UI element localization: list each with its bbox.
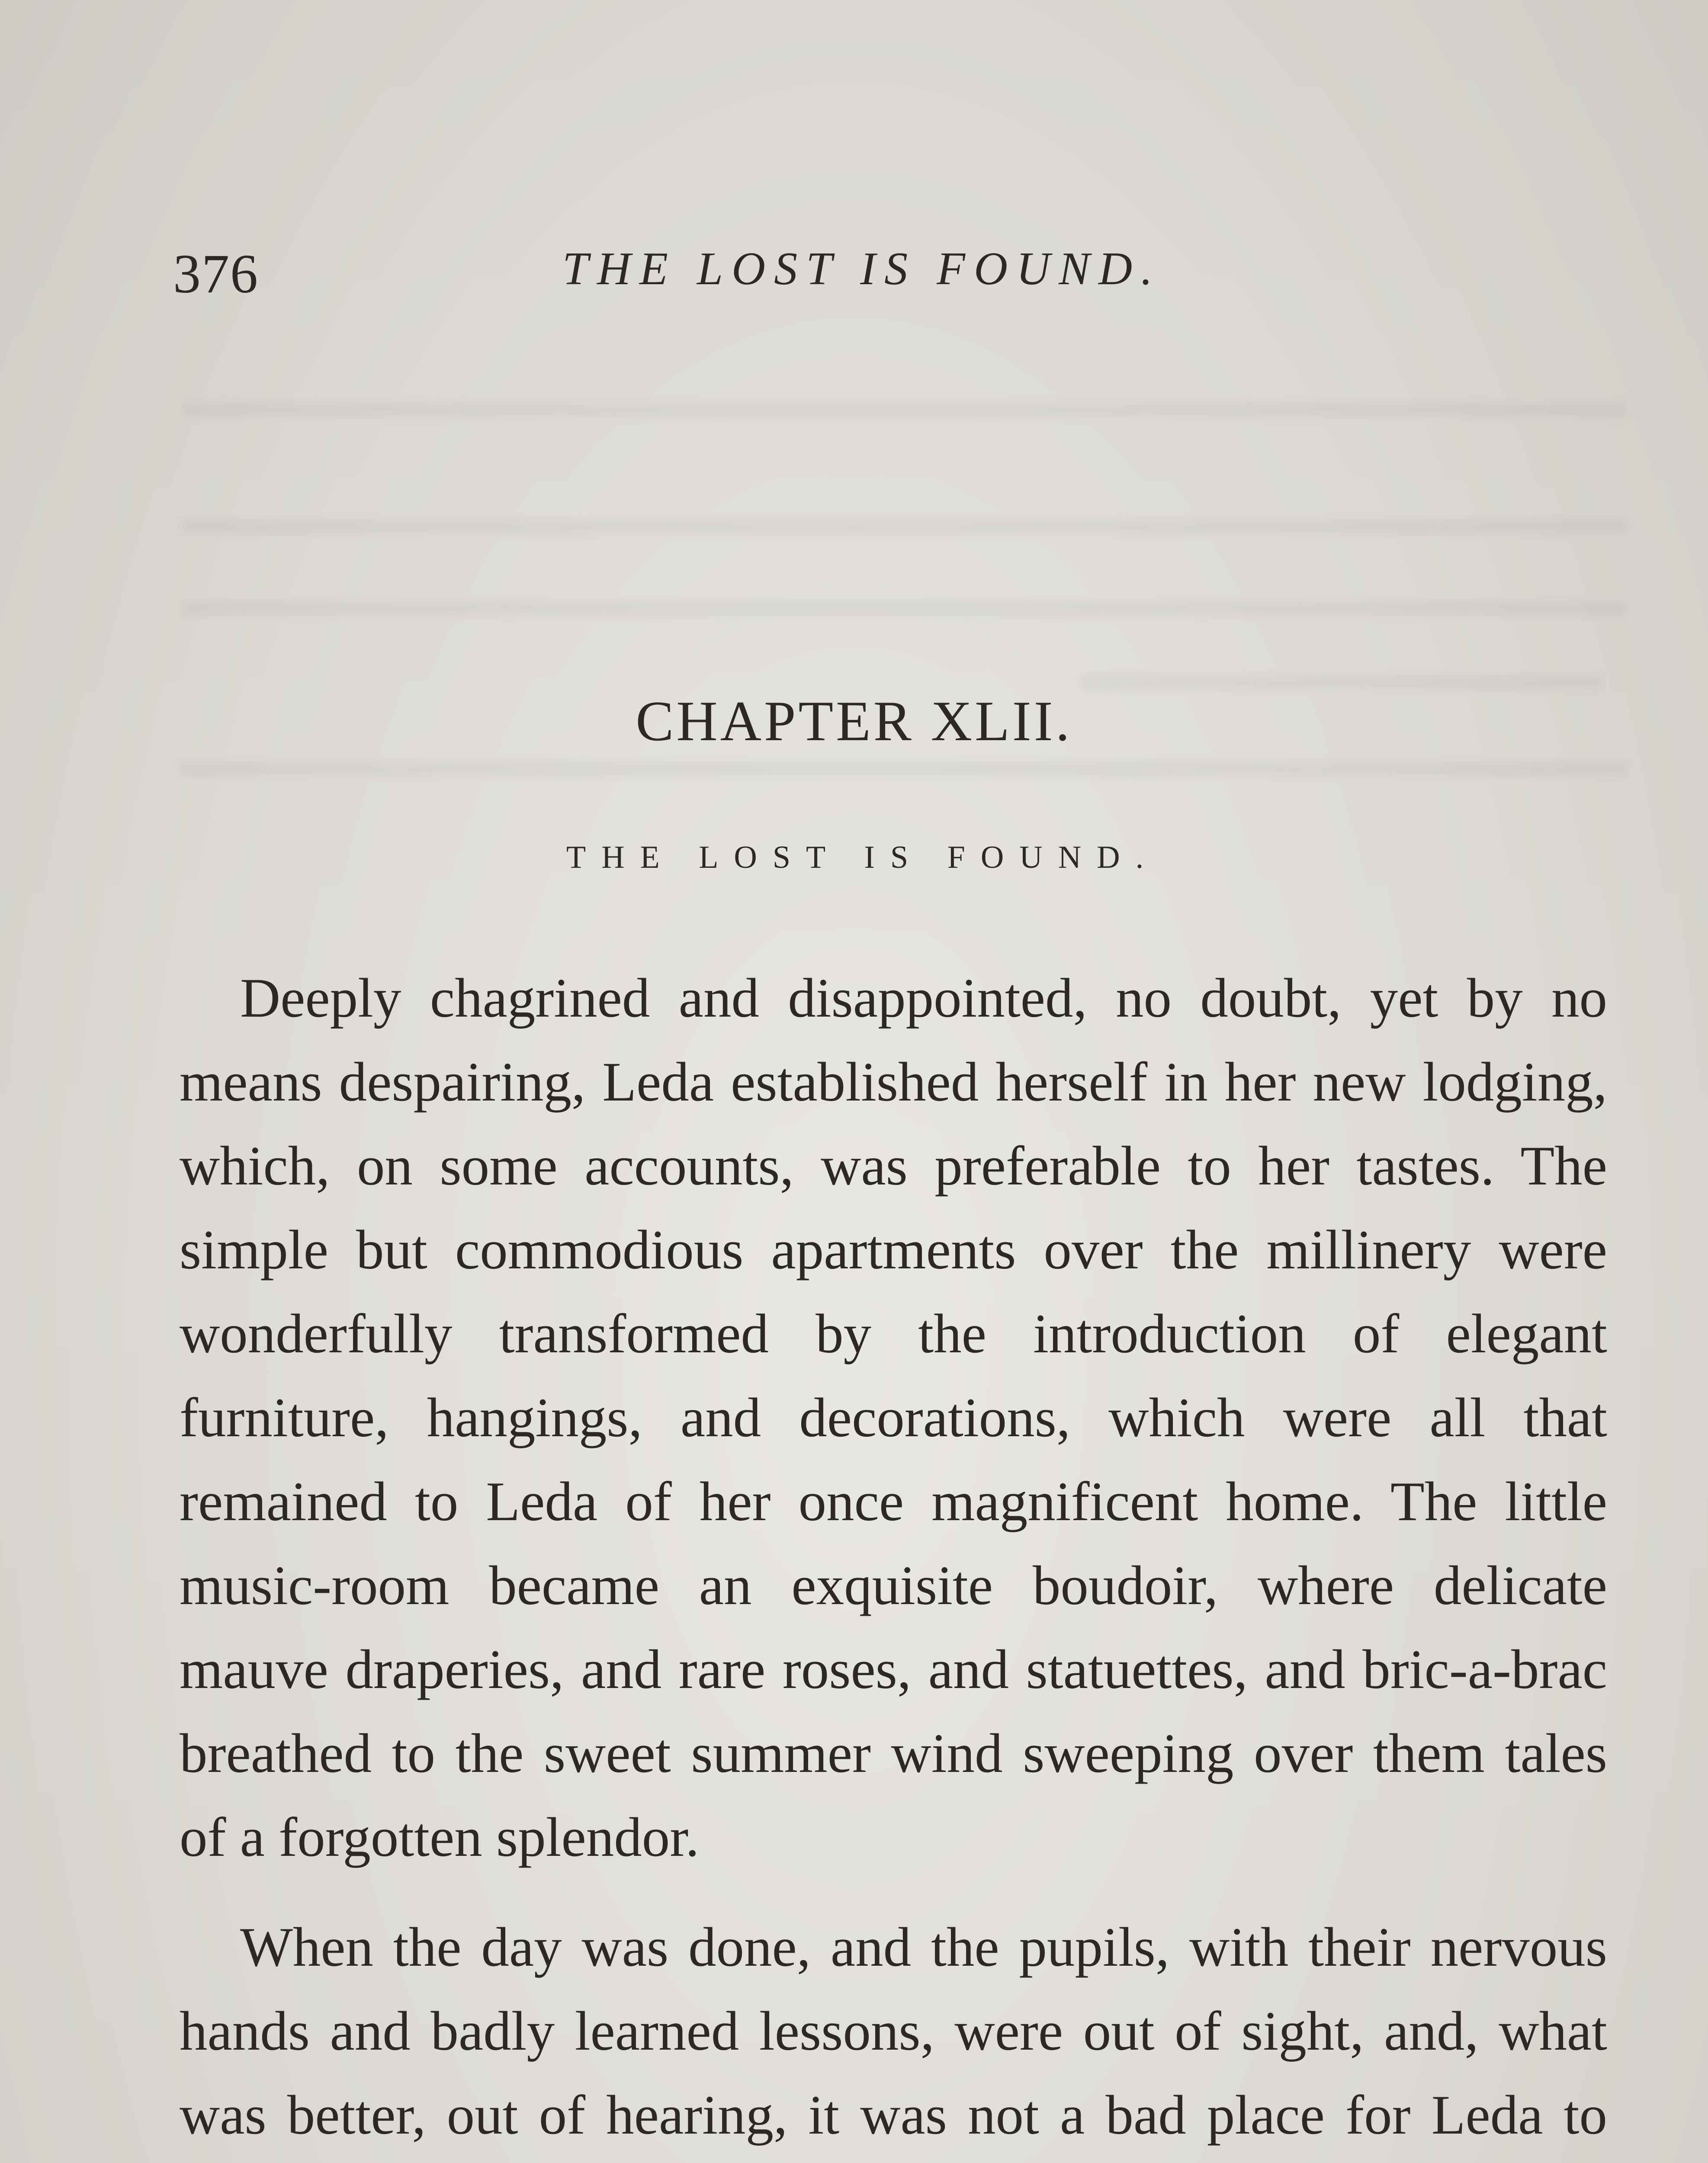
chapter-subtitle: THE LOST IS FOUND. (566, 840, 1159, 875)
page-number: 376 (173, 243, 259, 305)
bleed-through (182, 601, 1627, 616)
chapter-number: CHAPTER XLII. (636, 689, 1072, 753)
paragraph: When the day was done, and the pupils, with their nervous hands and badly learned lessons, were out of sight, and, what was better, out of hearing, it was not a bad place for Leda to (180, 1916, 1607, 2146)
paragraph: Deeply chagrined and disappointed, no doubt, yet by no means despairing, Leda established herself in her new lodging, which, on some accounts, was preferable to her tastes. The simple but commodious apartments over the millinery were wonderfully transformed by the introduction of elegant furniture, hangings, and decorations, which were all that remained to Leda of her once magnificent home. The little music-room became an exquisite boudoir, where delicate mauve draperies, and rare roses, and statuettes, and bric-a-brac breathed to the sweet summer wind sweeping over them tales of a forgotten splendor. (180, 967, 1607, 1868)
running-title: THE LOST IS FOUND. (562, 243, 1162, 295)
bleed-through (182, 519, 1627, 534)
bleed-through (1082, 675, 1601, 690)
body-text (180, 956, 1607, 2163)
bleed-through (182, 402, 1627, 417)
running-head (173, 242, 1601, 329)
bleed-through (182, 761, 1627, 776)
